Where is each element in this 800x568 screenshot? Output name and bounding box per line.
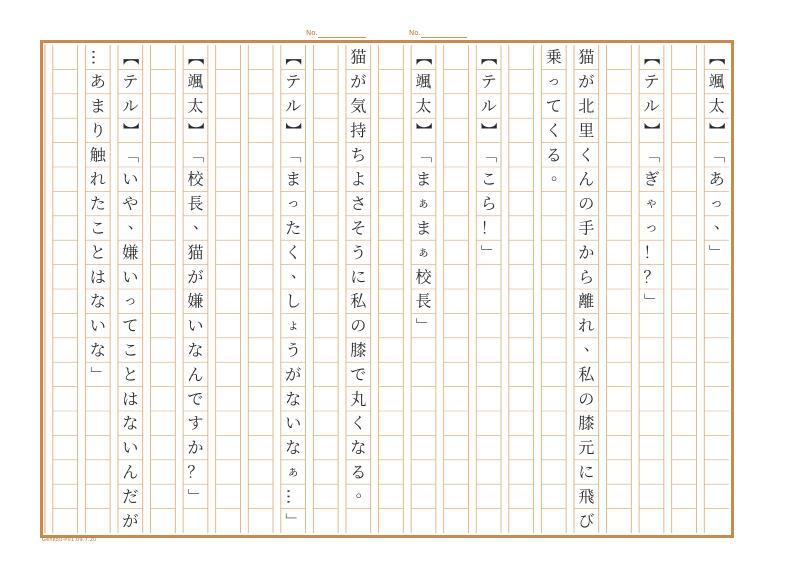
manuscript-char: っ [123,293,137,309]
manuscript-char: で [187,389,204,409]
manuscript-char: 」 [413,317,433,334]
manuscript-char: 、 [290,261,307,281]
manuscript-char: 】 [413,122,433,139]
manuscript-char: な [285,438,302,458]
manuscript-char: う [285,340,302,360]
manuscript-char: ！ [480,218,497,238]
manuscript-char: 。 [551,164,568,184]
manuscript-char: 手 [578,218,595,238]
form-code-footer: Genkou-P01 09.7.20 [42,537,97,543]
number-label-2: No. [409,29,421,37]
manuscript-char: ぁ [417,244,430,260]
manuscript-char: っ [547,74,561,90]
manuscript-char: し [285,291,302,311]
manuscript-char: な [89,340,106,360]
manuscript-char: 嫌 [122,242,139,262]
manuscript-char: と [122,364,139,384]
manuscript-char: 「 [120,146,140,163]
manuscript-char: 。 [355,481,372,501]
manuscript-char: 太 [708,96,725,116]
manuscript-char: ら [480,194,497,214]
manuscript-char: っ [286,196,300,212]
manuscript-char: び [578,511,595,531]
manuscript-char: だ [122,486,139,506]
manuscript-char: や [122,194,139,214]
manuscript-char: テ [643,72,660,92]
manuscript-char: 、 [714,213,731,233]
manuscript-char: 「 [413,146,433,163]
manuscript-char: 、 [127,213,144,233]
manuscript-char: 」 [707,244,727,261]
manuscript-char: よ [350,169,367,189]
manuscript-char: 猫 [350,47,367,67]
manuscript-char: 【 [120,49,140,66]
manuscript-char: 長 [415,291,432,311]
manuscript-char: 】 [707,122,727,139]
manuscript-char: て [545,96,562,116]
manuscript-char: て [122,316,139,336]
manuscript-char: 校 [187,169,204,189]
manuscript-char: 【 [413,49,433,66]
manuscript-char: ル [480,96,497,116]
manuscript-char: ル [285,96,302,116]
manuscript-char: い [89,316,106,336]
manuscript-char: る [545,145,562,165]
manuscript-char: く [285,242,302,262]
manuscript-char: 「 [185,146,205,163]
manuscript-char: ま [415,218,432,238]
manuscript-char: 【 [283,49,303,66]
manuscript-char: 【 [707,49,727,66]
number-field-line-2 [421,37,467,38]
manuscript-char: 颯 [415,72,432,92]
manuscript-char: う [350,242,367,262]
manuscript-char: ル [122,96,139,116]
manuscript-char: こ [89,218,106,238]
manuscript-char: た [285,218,302,238]
manuscript-char: こ [122,340,139,360]
number-field-line-1 [318,37,366,38]
manuscript-char: が [350,72,367,92]
manuscript-char: 長 [187,194,204,214]
manuscript-char: 【 [641,49,661,66]
manuscript-char: 「 [283,146,303,163]
manuscript-char: テ [480,72,497,92]
manuscript-char: が [122,511,139,531]
manuscript-char: い [122,169,139,189]
manuscript-char: 飛 [578,486,595,506]
manuscript-char: く [350,413,367,433]
manuscript-char: っ [710,196,724,212]
manuscript-char: 「 [479,146,499,163]
manuscript-char: の [350,316,367,336]
manuscript-char: ！ [643,242,660,262]
manuscript-char: … [88,49,108,66]
manuscript-char: と [89,242,106,262]
manuscript-char: 、 [192,213,209,233]
manuscript-char: 【 [479,49,499,66]
manuscript-char: 】 [283,122,303,139]
manuscript-char: に [350,267,367,287]
manuscript-char: 】 [185,122,205,139]
manuscript-char: テ [285,72,302,92]
manuscript-char: 猫 [187,242,204,262]
manuscript-char: 里 [578,120,595,140]
manuscript-char: 太 [415,96,432,116]
manuscript-char: さ [350,194,367,214]
manuscript-char: 嫌 [187,291,204,311]
manuscript-char: ら [578,267,595,287]
manuscript-char: な [89,291,106,311]
manuscript-char: ？ [187,462,204,482]
manuscript-char: れ [578,316,595,336]
manuscript-char: 持 [350,120,367,140]
manuscript-char: の [578,194,595,214]
manuscript-char: は [122,389,139,409]
manuscript-char: … [283,488,303,505]
manuscript-char: そ [350,218,367,238]
manuscript-char: 私 [578,364,595,384]
manuscript-char: ぎ [643,169,660,189]
manuscript-char: の [578,389,595,409]
manuscript-char: な [187,340,204,360]
manuscript-char: か [187,438,204,458]
cell-grid [45,45,729,533]
manuscript-char: 気 [350,96,367,116]
manuscript-char: か [578,242,595,262]
manuscript-char: ぁ [417,196,430,212]
manuscript-char: く [578,145,595,165]
manuscript-char: あ [708,169,725,189]
manuscript-char: 」 [88,366,108,383]
number-label-1: No. [306,29,318,37]
manuscript-char: 太 [187,96,204,116]
manuscript-char: な [350,438,367,458]
manuscript-char: 触 [89,145,106,165]
manuscript-char: ち [350,145,367,165]
manuscript-char: た [89,194,106,214]
manuscript-char: 颯 [187,72,204,92]
manuscript-char: ぁ [286,464,300,480]
manuscript-char: 【 [185,49,205,66]
manuscript-char: れ [89,169,106,189]
manuscript-char: り [89,120,106,140]
manuscript-char: 】 [479,122,499,139]
manuscript-char: ん [122,462,139,482]
manuscript-char: 」 [641,293,661,310]
manuscript-char: 】 [641,122,661,139]
manuscript-char: 「 [707,146,727,163]
manuscript-char: が [578,72,595,92]
manuscript-char: っ [645,220,658,236]
manuscript-char: テ [122,72,139,92]
manuscript-char: あ [89,72,106,92]
manuscript-char: く [545,120,562,140]
manuscript-char: な [122,413,139,433]
manuscript-char: 猫 [578,47,595,67]
manuscript-char: 元 [578,438,595,458]
manuscript-char: に [578,462,595,482]
manuscript-char: で [350,364,367,384]
manuscript-char: 膝 [578,413,595,433]
manuscript-char: こ [480,169,497,189]
manuscript-char: 離 [578,291,595,311]
manuscript-char: 北 [578,96,595,116]
manuscript-char: す [187,413,204,433]
manuscript-char: ん [578,169,595,189]
manuscript-char: 膝 [350,340,367,360]
manuscript-char: い [285,413,302,433]
manuscript-char: な [285,389,302,409]
manuscript-char: い [122,267,139,287]
manuscript-char: ん [187,364,204,384]
manuscript-char: ょ [286,318,300,334]
manuscript-char: が [285,364,302,384]
manuscript-char: い [122,438,139,458]
manuscript-char: ？ [643,267,660,287]
manuscript-char: 丸 [350,389,367,409]
manuscript-char: い [187,316,204,336]
manuscript-char: 」 [185,488,205,505]
manuscript-char: 」 [283,512,303,529]
manuscript-char: は [89,267,106,287]
manuscript-char: 「 [641,146,661,163]
manuscript-char: 」 [479,244,499,261]
manuscript-char: 】 [120,122,140,139]
manuscript-char: ま [285,169,302,189]
manuscript-char: る [350,462,367,482]
manuscript-char: 、 [583,335,600,355]
manuscript-char: 乗 [545,47,562,67]
manuscript-char: ま [415,169,432,189]
manuscript-char: 校 [415,267,432,287]
manuscript-char: ま [89,96,106,116]
manuscript-char: 私 [350,291,367,311]
manuscript-char: ゃ [645,196,658,212]
manuscript-sheet [40,40,734,538]
manuscript-char: 颯 [708,72,725,92]
manuscript-char: が [187,267,204,287]
manuscript-char: ル [643,96,660,116]
